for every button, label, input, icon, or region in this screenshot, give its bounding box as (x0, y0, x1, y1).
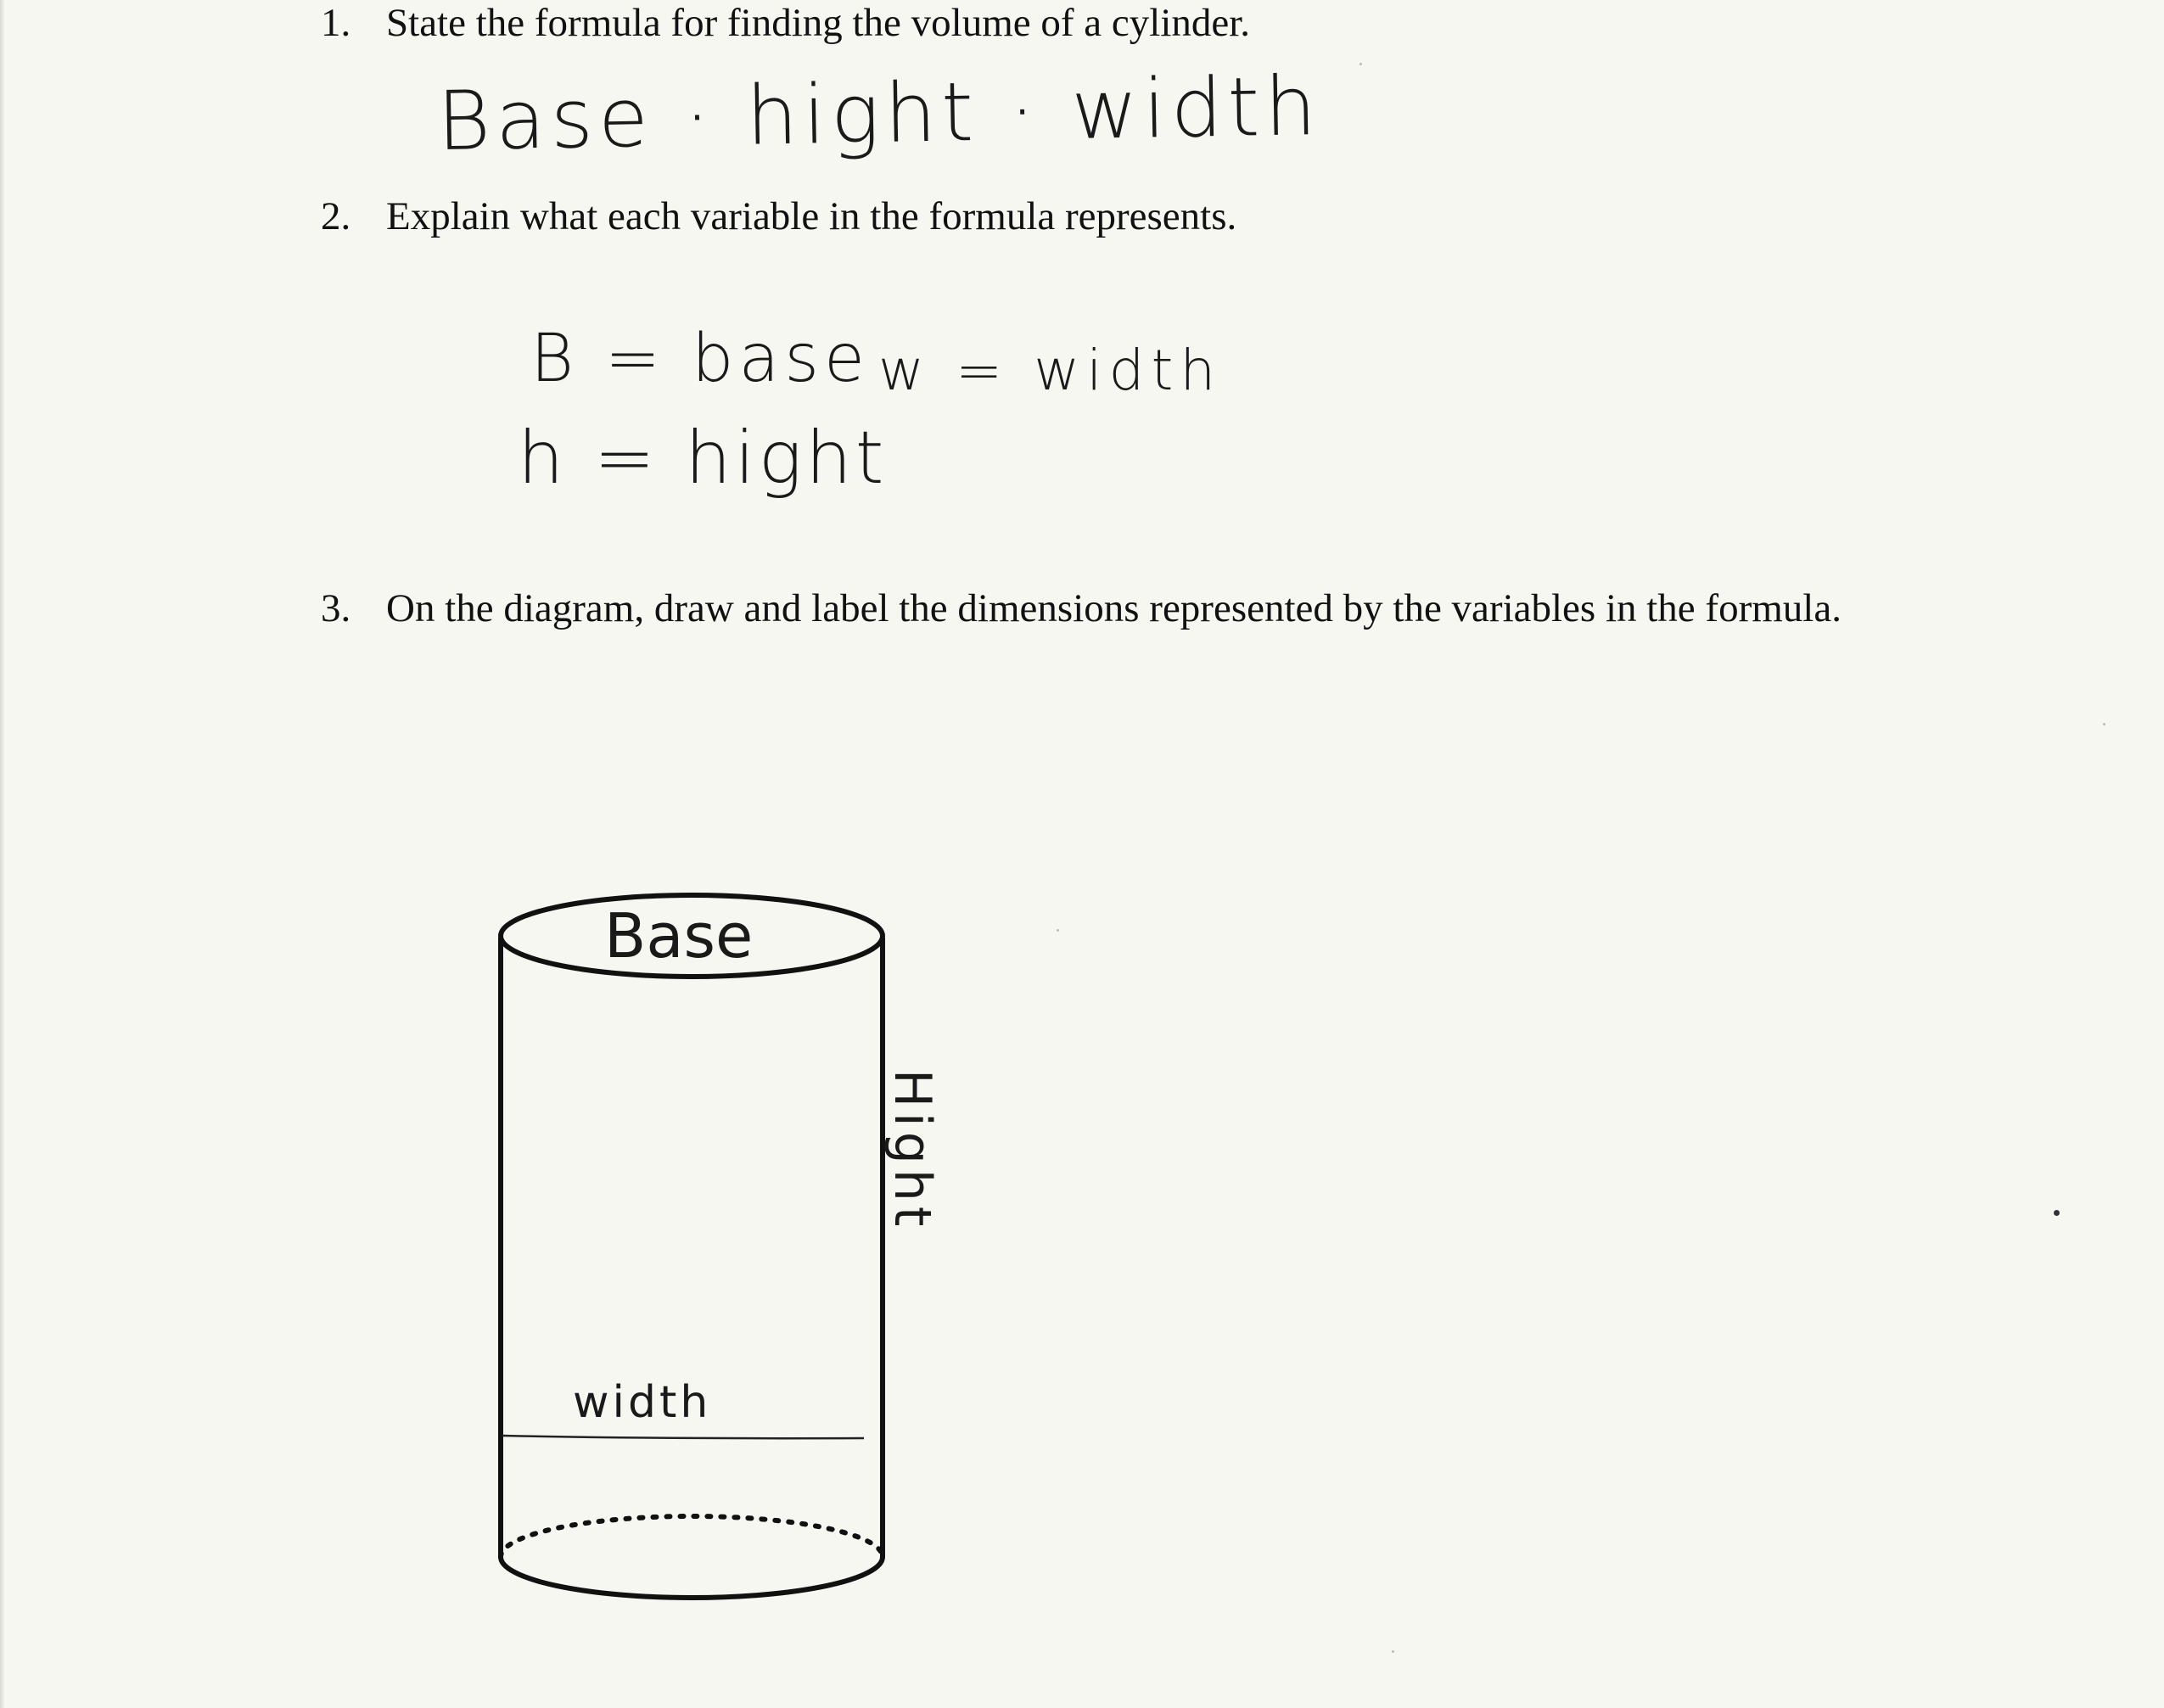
width-label: width (573, 1377, 712, 1428)
width-dimension-line (502, 1436, 864, 1438)
question-text: State the formula for finding the volume of a cylinder. (386, 1, 1251, 45)
scan-speck (1360, 63, 1362, 65)
question-3 (321, 585, 1857, 680)
page-edge (0, 0, 5, 1708)
scan-speck (1392, 1650, 1394, 1653)
question-1 (321, 0, 1594, 48)
answer-1-handwriting: Base · hight · width (436, 58, 1322, 170)
cylinder-bottom-front-arc (501, 1557, 883, 1598)
answer-2-base-definition: B = base (530, 321, 870, 397)
answer-2-height-definition: h = hight (518, 416, 888, 501)
scan-speck (2054, 1210, 2060, 1216)
scan-speck (1057, 929, 1059, 932)
question-text: On the diagram, draw and label the dimensions represented by the variables in the formula. (386, 586, 1842, 630)
question-number: 2. (321, 194, 351, 238)
question-2 (321, 193, 1594, 241)
answer-2-width-definition: w = width (878, 338, 1223, 403)
question-text: Explain what each variable in the formula represents. (386, 194, 1237, 238)
cylinder-diagram (484, 865, 993, 1629)
cylinder-bottom-back-arc (501, 1516, 883, 1557)
base-label: Base (604, 900, 754, 972)
height-label: Hight (883, 1069, 942, 1232)
question-number: 1. (321, 1, 351, 45)
scan-speck (2103, 723, 2105, 725)
question-number: 3. (321, 586, 351, 630)
